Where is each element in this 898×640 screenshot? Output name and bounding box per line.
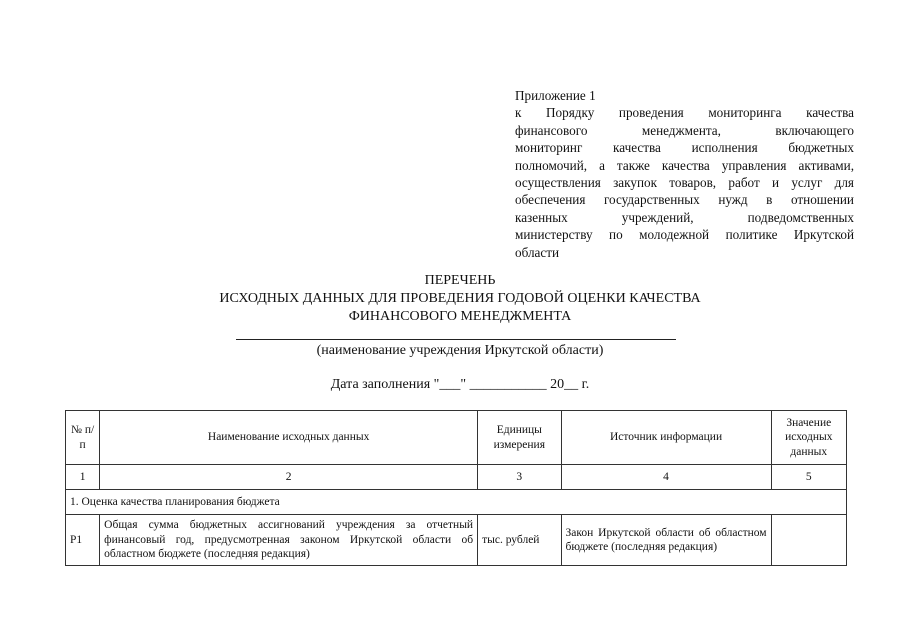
appendix-line: полномочий, а также качества управления активами, bbox=[515, 157, 854, 173]
appendix-line: казенных учреждений, подведомственных bbox=[515, 209, 854, 225]
header-value: Значение исходных данных bbox=[771, 411, 846, 465]
appendix-line: обеспечения государственных нужд в отношении bbox=[515, 192, 854, 208]
institution-caption: (наименование учреждения Иркутской области) bbox=[316, 343, 604, 358]
table-header-row bbox=[66, 411, 847, 465]
column-number: 2 bbox=[100, 465, 478, 490]
column-number: 3 bbox=[478, 465, 561, 490]
header-name: Наименование исходных данных bbox=[100, 411, 478, 465]
section-row bbox=[66, 490, 847, 515]
appendix-title: Приложение 1 bbox=[515, 88, 596, 103]
document-title: ПЕРЕЧЕНЬ bbox=[424, 273, 496, 288]
institution-name-blank bbox=[236, 339, 676, 340]
section-title: 1. Оценка качества планирования бюджета bbox=[66, 490, 847, 515]
document-subtitle-line1: ИСХОДНЫХ ДАННЫХ ДЛЯ ПРОВЕДЕНИЯ ГОДОВОЙ ОЦЕНКИ КАЧЕСТВА bbox=[219, 291, 701, 306]
column-number: 5 bbox=[771, 465, 846, 490]
appendix-line: финансового менеджмента, включающего bbox=[515, 122, 854, 138]
table-row bbox=[66, 515, 847, 566]
fill-date: Дата заполнения "___" ___________ 20__ г. bbox=[330, 377, 590, 392]
column-number: 1 bbox=[66, 465, 100, 490]
source-data-table bbox=[65, 410, 847, 566]
column-number: 4 bbox=[561, 465, 771, 490]
header-unit: Единицы измерения bbox=[478, 411, 561, 465]
row-code: P1 bbox=[66, 515, 100, 566]
appendix-line: мониторинг качества исполнения бюджетных bbox=[515, 140, 854, 156]
appendix-line: к Порядку проведения мониторинга качества bbox=[515, 105, 854, 121]
appendix-line: осуществления закупок товаров, работ и услуг для bbox=[515, 175, 854, 191]
document-subtitle-line2: ФИНАНСОВОГО МЕНЕДЖМЕНТА bbox=[348, 309, 572, 324]
header-number: № п/п bbox=[66, 411, 100, 465]
header-source: Источник информации bbox=[561, 411, 771, 465]
appendix-line: министерству по молодежной политике Иркутской bbox=[515, 227, 854, 243]
row-source: Закон Иркутской области об областном бюджете (последняя редакция) bbox=[561, 515, 771, 566]
appendix-block bbox=[515, 87, 854, 261]
column-number-row bbox=[66, 465, 847, 490]
row-name: Общая сумма бюджетных ассигнований учреждения за отчетный финансовый год, предусмотренная законом Иркутской области об областном бюджете (последняя редакция) bbox=[100, 515, 478, 566]
row-value bbox=[771, 515, 846, 566]
row-unit: тыс. рублей bbox=[478, 515, 561, 566]
appendix-line: области bbox=[515, 244, 560, 260]
